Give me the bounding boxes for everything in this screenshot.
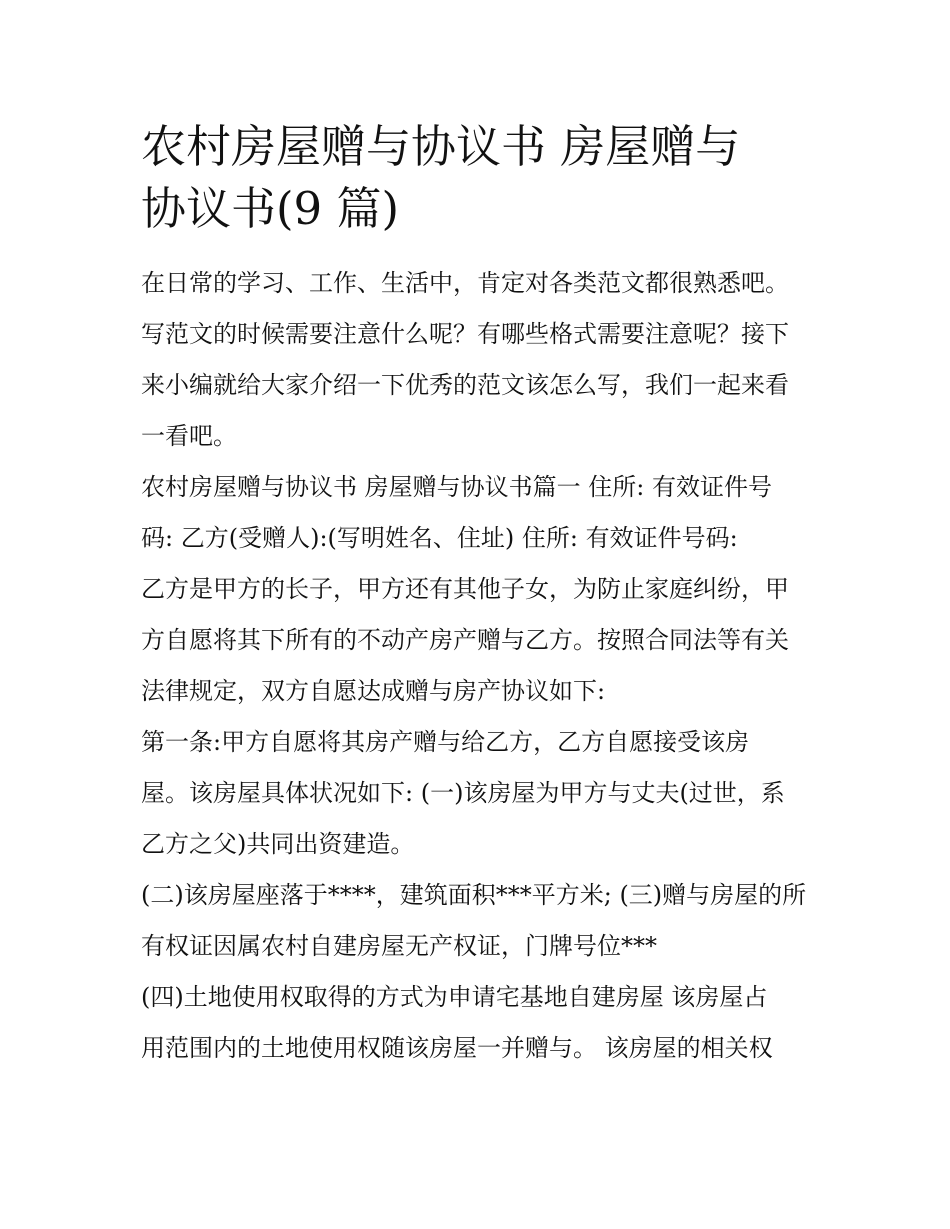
text-line: (四)土地使用权取得的方式为申请宅基地自建房屋 该房屋占 [141, 983, 768, 1011]
title-line: 农村房屋赠与协议书 房屋赠与 [141, 120, 741, 173]
text-line: 一看吧。 [141, 422, 237, 450]
text-line: 用范围内的土地使用权随该房屋一并赠与。 该房屋的相关权 [141, 1034, 773, 1062]
text-line: 来小编就给大家介绍一下优秀的范文该怎么写，我们一起来看 [141, 371, 789, 399]
text-line: 有权证因属农村自建房屋无产权证，门牌号位*** [141, 932, 657, 960]
text-line: 乙方之父)共同出资建造。 [141, 830, 415, 858]
text-line: 乙方是甲方的长子，甲方还有其他子女，为防止家庭纠纷，甲 [141, 575, 789, 603]
text-line: 方自愿将其下所有的不动产房产赠与乙方。按照合同法等有关 [141, 626, 789, 654]
text-line: 法律规定，双方自愿达成赠与房产协议如下: [141, 677, 606, 705]
text-line: 第一条:甲方自愿将其房产赠与给乙方，乙方自愿接受该房 [141, 728, 750, 756]
text-line: (二)该房屋座落于****，建筑面积***平方米; (三)赠与房屋的所 [141, 881, 807, 909]
text-line: 码: 乙方(受赠人):(写明姓名、住址) 住所: 有效证件号码: [141, 524, 738, 552]
document-content [141, 116, 813, 1074]
text-line: 农村房屋赠与协议书 房屋赠与协议书篇一 住所: 有效证件号 [141, 473, 772, 501]
document-body [141, 258, 813, 1074]
text-line: 屋。该房屋具体状况如下: (一)该房屋为甲方与丈夫(过世，系 [141, 779, 785, 807]
text-line: 写范文的时候需要注意什么呢？有哪些格式需要注意呢？接下 [141, 320, 789, 348]
title-line: 协议书(9 篇) [141, 182, 400, 235]
text-line: 在日常的学习、工作、生活中，肯定对各类范文都很熟悉吧。 [141, 269, 789, 297]
document-title [141, 116, 813, 240]
